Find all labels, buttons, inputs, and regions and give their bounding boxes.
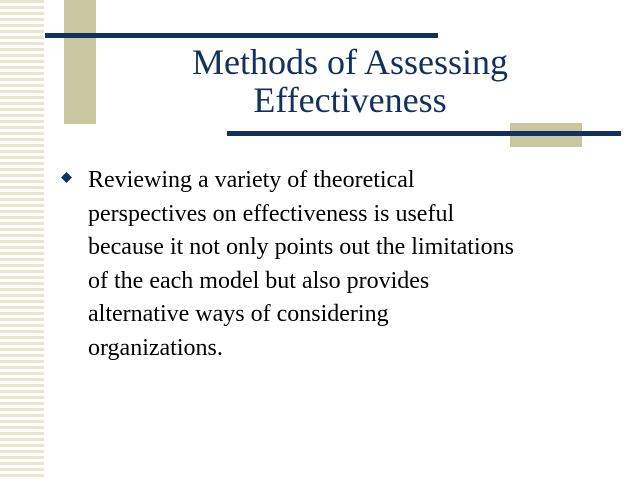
title-top-rule	[45, 33, 438, 38]
diamond-bullet-icon	[61, 172, 72, 183]
bullet-line-6: organizations.	[88, 334, 223, 361]
bullet-line-2: perspectives on effectiveness is useful	[88, 200, 455, 227]
slide-title-line-1: Methods of Assessing	[191, 42, 509, 82]
bullet-text	[88, 164, 606, 365]
bullet-line-1: Reviewing a variety of theoretical	[88, 167, 415, 193]
bullet-line-5: alternative ways of considering	[88, 301, 389, 327]
slide-title-line-2: Effectiveness	[253, 80, 447, 120]
title-bottom-rule	[227, 131, 621, 136]
slide-title	[150, 43, 550, 119]
left-stripe-decoration	[0, 0, 44, 479]
bullet-line-3: because it not only points out the limitations	[88, 234, 514, 260]
top-accent-block	[64, 0, 96, 124]
bullet-line-4: of the each model but also provides	[88, 267, 430, 294]
